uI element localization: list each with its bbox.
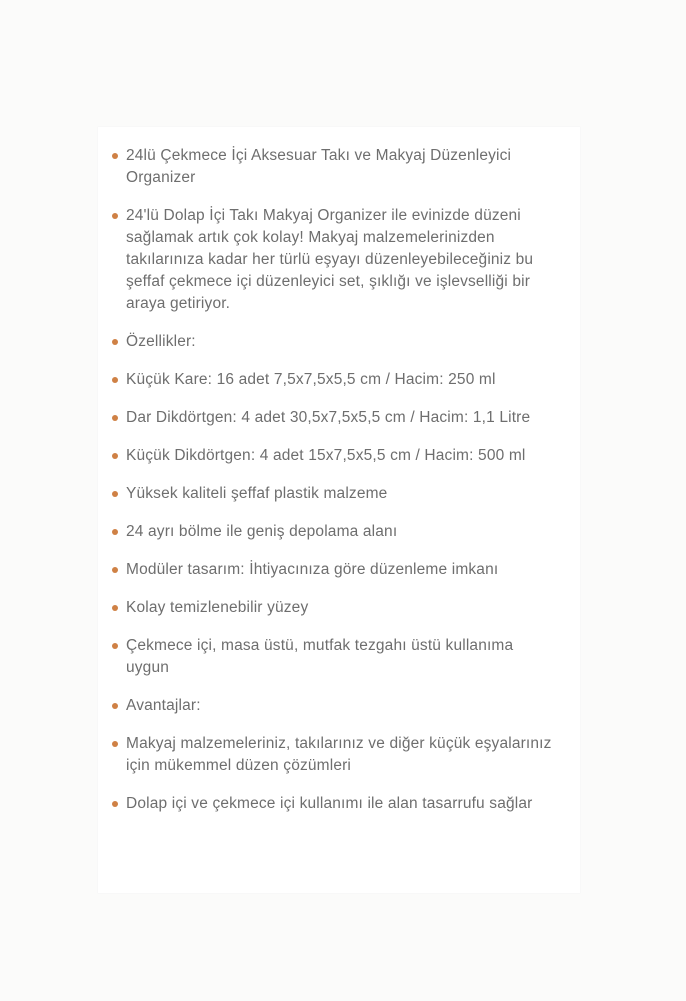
list-item [100,695,560,717]
list-item-text: Makyaj malzemeleriniz, takılarınız ve diğer küçük eşyalarınız için mükemmel düzen çözümleri [126,735,552,774]
bullet-dot-icon [112,605,118,611]
bullet-dot-icon [112,567,118,573]
list-item [100,205,560,315]
bullet-dot-icon [112,643,118,649]
list-item-text: Modüler tasarım: İhtiyacınıza göre düzenleme imkanı [126,561,499,578]
list-item-text: Yüksek kaliteli şeffaf plastik malzeme [126,485,388,502]
list-item [100,445,560,467]
bullet-dot-icon [112,741,118,747]
list-item [100,597,560,619]
list-item-text: Özellikler: [126,333,196,350]
bullet-dot-icon [112,415,118,421]
list-item [100,331,560,353]
list-item [100,521,560,543]
list-item [100,793,560,815]
product-description-panel [98,127,580,893]
bullet-dot-icon [112,801,118,807]
list-item [100,483,560,505]
bullet-dot-icon [112,339,118,345]
feature-list [100,145,560,815]
list-item [100,407,560,429]
bullet-dot-icon [112,491,118,497]
list-item [100,369,560,391]
bullet-dot-icon [112,453,118,459]
list-item [100,733,560,777]
bullet-dot-icon [112,703,118,709]
list-item-text: Avantajlar: [126,697,201,714]
bullet-dot-icon [112,529,118,535]
list-item-text: Küçük Kare: 16 adet 7,5x7,5x5,5 cm / Hacim: 250 ml [126,371,496,388]
list-item [100,635,560,679]
bullet-dot-icon [112,377,118,383]
list-item [100,145,560,189]
bullet-dot-icon [112,213,118,219]
list-item [100,559,560,581]
list-item-text: Küçük Dikdörtgen: 4 adet 15x7,5x5,5 cm / Hacim: 500 ml [126,447,526,464]
list-item-text: Çekmece içi, masa üstü, mutfak tezgahı üstü kullanıma uygun [126,637,514,676]
list-item-text: Dolap içi ve çekmece içi kullanımı ile alan tasarrufu sağlar [126,795,533,812]
bullet-dot-icon [112,153,118,159]
list-item-text: Dar Dikdörtgen: 4 adet 30,5x7,5x5,5 cm / Hacim: 1,1 Litre [126,409,531,426]
list-item-text: 24'lü Dolap İçi Takı Makyaj Organizer ile evinizde düzeni sağlamak artık çok kolay! Makyaj malzemelerinizden takılarınıza kadar her türlü eşyayı düzenleyebileceğiniz bu şeffaf çekmece içi düzenleyici set, şıklığı ve işlevselliği bir araya getiriyor. [126,207,534,312]
list-item-text: 24 ayrı bölme ile geniş depolama alanı [126,523,398,540]
list-item-text: Kolay temizlenebilir yüzey [126,599,309,616]
list-item-text: 24lü Çekmece İçi Aksesuar Takı ve Makyaj Düzenleyici Organizer [126,147,512,186]
